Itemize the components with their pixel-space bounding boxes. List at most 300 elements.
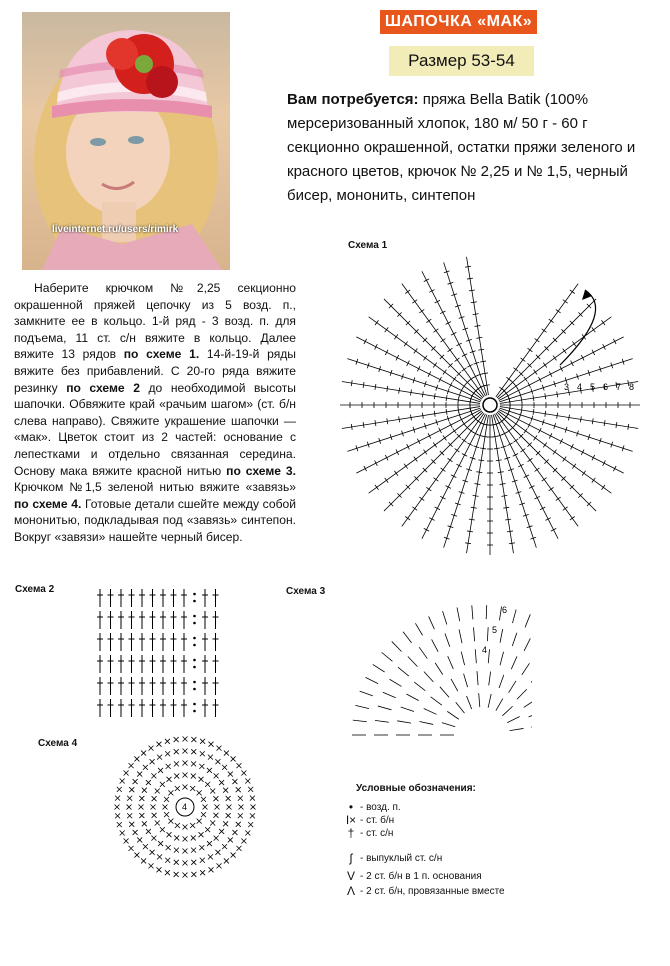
stitch-stem — [475, 649, 476, 663]
stitch-tick — [563, 348, 567, 353]
stitch-tick — [434, 393, 435, 399]
stitch-stem — [486, 605, 487, 619]
stitch-tick — [570, 516, 575, 520]
stitch-tick — [385, 327, 389, 332]
legend-item — [342, 800, 401, 814]
scheme-1-diagram — [330, 250, 650, 560]
stitch-tick — [387, 386, 388, 392]
stitch-tick — [540, 507, 545, 510]
stitch-tick — [428, 433, 431, 438]
stitch-stem — [451, 679, 458, 691]
stitch-tick — [471, 507, 477, 508]
stitch-tick — [462, 454, 467, 457]
stitch-tick — [424, 279, 429, 282]
stitch-stem — [353, 720, 367, 722]
stitch-tick — [603, 344, 606, 349]
legend-text: - 2 ст. б/н в 1 п. основания — [360, 870, 482, 882]
stitch-stem — [524, 700, 532, 708]
row-number: 5 — [492, 625, 498, 635]
stitch-tick — [396, 355, 399, 360]
stitch-tick — [462, 354, 467, 357]
chain-dot — [193, 615, 196, 618]
stitch-tick — [429, 290, 434, 293]
stitch-tick — [549, 487, 554, 491]
stitch-tick — [507, 443, 512, 446]
legend-item — [342, 826, 393, 840]
legend-text: - ст. с/н — [360, 827, 394, 839]
stitch-tick — [535, 468, 540, 472]
stitch-tick — [451, 475, 456, 478]
scheme-2-label: Схема 2 — [15, 584, 55, 595]
stitch-tick — [473, 495, 479, 496]
materials-label: Вам потребуется: — [287, 91, 419, 108]
stitch-tick — [507, 531, 513, 532]
stitch-tick — [453, 428, 457, 433]
stitch-tick — [351, 380, 352, 386]
stitch-tick — [534, 435, 538, 440]
stitch-stem — [435, 663, 443, 675]
stitch-tick — [520, 449, 525, 453]
stitch-tick — [433, 478, 438, 482]
stitch-tick — [467, 364, 472, 367]
stitch-stem — [445, 634, 450, 647]
stitch-tick — [404, 341, 408, 346]
stitch-stem — [390, 679, 402, 686]
stitch-tick — [385, 478, 389, 483]
stitch-tick — [469, 290, 475, 291]
stitch-tick — [528, 348, 533, 352]
stitch-tick — [417, 439, 420, 444]
stitch-tick — [433, 443, 437, 448]
stitch-tick — [407, 444, 410, 449]
stitch-tick — [441, 468, 446, 472]
scheme-3-label: Схема 3 — [286, 586, 326, 597]
legend-symbol: Λ — [346, 884, 355, 898]
stitch-tick — [524, 475, 529, 478]
stitch-stem — [408, 656, 418, 666]
stitch-stem — [524, 638, 530, 651]
stitch-stem — [531, 672, 532, 682]
stitch-stem — [512, 610, 516, 624]
chain-dot — [193, 622, 196, 625]
stitch-tick — [528, 458, 533, 462]
stitch-tick — [411, 390, 412, 396]
stitch-tick — [480, 448, 486, 449]
stitch-stem — [488, 649, 489, 663]
stitch-tick — [443, 370, 447, 375]
stitch-tick — [453, 377, 457, 382]
stitch-tick — [533, 395, 534, 401]
stitch-tick — [449, 382, 452, 387]
stitch-tick — [496, 460, 502, 461]
stitch-tick — [543, 443, 547, 448]
stitch-tick — [462, 439, 467, 443]
stitch-tick — [545, 411, 546, 417]
legend-text: - возд. п. — [360, 801, 401, 813]
stitch-tick — [529, 486, 534, 489]
stitch-tick — [572, 341, 576, 346]
stitch-tick — [545, 393, 546, 399]
stitch-stem — [461, 652, 464, 666]
stitch-tick — [524, 377, 528, 382]
stitch-tick — [351, 424, 352, 430]
stitch-stem — [522, 663, 530, 675]
stitch-tick — [448, 458, 453, 462]
chain-dot — [193, 703, 196, 706]
stitch-stem — [467, 696, 472, 709]
chain-dot — [193, 688, 196, 691]
stitch-tick — [426, 487, 431, 491]
chain-dot — [193, 637, 196, 640]
stitch-tick — [501, 495, 507, 496]
stitch-stem — [442, 723, 455, 727]
chain-dot — [193, 666, 196, 669]
stitch-tick — [528, 422, 531, 427]
stitch-stem — [472, 605, 473, 619]
stitch-tick — [422, 391, 423, 397]
stitch-tick — [433, 363, 437, 368]
stitch-tick — [551, 528, 556, 531]
instructions-part: до необходимой высоты шапочки. Обвяжите край «рачьим шагом» (ст. б/н слева направо). Свяжите украшение шапочки — «мак». Цветок стоит из 2 частей: основание с лепестками и отдельно связанная середина. Основу мака вяжите красной нитью — [14, 380, 296, 478]
stitch-tick — [424, 450, 428, 455]
chain-dot — [193, 593, 196, 596]
stitch-tick — [465, 266, 471, 267]
stitch-stem — [375, 720, 389, 722]
legend-title: Условные обозначения: — [356, 783, 476, 794]
stitch-stem — [489, 672, 491, 686]
stitch-tick — [375, 320, 379, 325]
stitch-stem — [373, 664, 385, 672]
scheme-1-label: Схема 1 — [348, 240, 388, 251]
stitch-stem — [517, 689, 527, 699]
stitch-tick — [451, 332, 456, 335]
stitch-tick — [592, 478, 596, 483]
row-number: 6 — [502, 605, 508, 615]
stitch-tick — [569, 415, 570, 421]
stitch-tick — [434, 411, 435, 417]
stitch-tick — [471, 302, 477, 303]
row-number: 5 — [590, 382, 596, 392]
stitch-tick — [375, 485, 379, 490]
row-number: 4 — [577, 382, 583, 392]
stitch-tick — [446, 409, 447, 415]
stitch-tick — [462, 368, 467, 372]
stitch-tick — [375, 384, 376, 390]
model-photo — [22, 12, 230, 270]
stitch-tick — [476, 337, 482, 338]
stitch-tick — [429, 518, 434, 521]
stitch-tick — [363, 422, 364, 428]
instructions-part: по схеме 1. — [123, 347, 200, 362]
size-badge: Размер 53-54 — [389, 46, 534, 76]
row-number: 3 — [564, 382, 570, 392]
row-number: 4 — [482, 645, 488, 655]
stitch-tick — [563, 300, 568, 304]
stitch-tick — [439, 428, 442, 433]
stitch-tick — [545, 518, 550, 521]
stitch-tick — [455, 358, 460, 362]
stitch-tick — [467, 531, 473, 532]
stitch-tick — [417, 366, 420, 371]
stitch-tick — [601, 320, 605, 325]
stitch-tick — [553, 450, 557, 455]
stitch-tick — [399, 388, 400, 394]
stitch-tick — [404, 464, 408, 469]
stitch-stem — [474, 627, 475, 641]
stitch-stem — [464, 674, 468, 687]
stitch-tick — [435, 300, 440, 303]
stitch-tick — [604, 420, 605, 426]
stitch-tick — [482, 373, 488, 374]
stitch-tick — [603, 460, 606, 465]
stitch-tick — [503, 507, 509, 508]
stitch-tick — [412, 300, 417, 304]
stitch-tick — [534, 370, 538, 375]
stitch-tick — [476, 472, 482, 473]
stitch-tick — [616, 422, 617, 428]
stitch-stem — [499, 675, 504, 688]
stitch-tick — [426, 319, 431, 323]
stitch-tick — [428, 371, 431, 376]
legend-item — [342, 851, 442, 865]
stitch-tick — [505, 519, 511, 520]
stitch-tick — [375, 344, 378, 349]
stitch-tick — [439, 377, 442, 382]
stitch-stem — [419, 721, 433, 724]
stitch-tick — [478, 349, 484, 350]
stitch-stem — [403, 632, 412, 643]
stitch-tick — [449, 422, 452, 427]
stitch-tick — [542, 478, 547, 482]
stitch-stem — [500, 629, 503, 643]
stitch-tick — [478, 460, 484, 461]
stitch-tick — [412, 507, 417, 511]
stitch-tick — [535, 496, 540, 499]
stitch-tick — [535, 339, 540, 343]
stitch-tick — [556, 497, 561, 501]
stitch-stem — [415, 623, 422, 635]
stitch-stem — [424, 709, 437, 715]
materials-text — [287, 88, 647, 208]
stitch-tick — [440, 496, 445, 499]
instructions-part: Наберите крючком №2,25 секционно окрашенной пряжей цепочку из 5 возд. п., замкните ее в кольцо. 1-й ряд - 3 возд. п. для подъема, 11 ст. с/н вяжите в кольцо. Далее вяжите 13 рядов — [14, 281, 296, 362]
stitch-stem — [397, 721, 411, 723]
stitch-tick — [405, 516, 410, 520]
stitch-stem — [448, 656, 454, 669]
stitch-tick — [592, 455, 595, 460]
legend-symbol: † — [347, 826, 355, 840]
stitch-tick — [407, 361, 410, 366]
stitch-stem — [477, 671, 478, 685]
stitch-tick — [385, 455, 388, 460]
stitch-tick — [394, 471, 398, 476]
stitch-tick — [364, 339, 367, 344]
stitch-tick — [440, 311, 445, 314]
center-ring — [483, 398, 497, 412]
stitch-tick — [601, 485, 605, 490]
stitch-stem — [512, 633, 517, 646]
legend-text: - 2 ст. б/н, провязанные вместе — [360, 885, 505, 897]
stitch-tick — [448, 348, 453, 352]
stitch-stem — [365, 677, 378, 683]
stitch-tick — [518, 464, 523, 467]
stitch-stem — [382, 652, 393, 661]
stitch-tick — [456, 343, 461, 346]
stitch-tick — [539, 428, 542, 433]
stitch-tick — [549, 433, 552, 438]
materials-body: пряжа Bella Batik (100% мерсеризованный хлопок, 180 м/ 50 г - 60 г секционно окрашенной, остатки пряжи зеленого и красного цветов, крючок № 2,25 и № 1,5, черный бисер, мононить, синтепон — [287, 91, 636, 204]
stitch-stem — [355, 705, 369, 708]
stitch-tick — [563, 457, 567, 462]
chain-dot — [193, 600, 196, 603]
stitch-tick — [520, 358, 525, 362]
stitch-stem — [487, 627, 488, 641]
stitch-tick — [385, 350, 388, 355]
stitch-tick — [513, 439, 518, 443]
stitch-stem — [531, 725, 532, 727]
stitch-tick — [513, 454, 518, 457]
chain-dot — [193, 644, 196, 647]
stitch-tick — [494, 448, 500, 449]
stitch-stem — [406, 694, 418, 701]
stitch-tick — [394, 334, 398, 339]
stitch-tick — [467, 443, 472, 446]
stitch-stem — [431, 697, 442, 705]
stitch-tick — [509, 543, 515, 544]
stitch-tick — [473, 314, 479, 315]
stitch-stem — [457, 607, 460, 621]
stitch-tick — [399, 416, 400, 422]
stitch-tick — [580, 416, 581, 422]
stitch-stem — [456, 702, 465, 713]
stitch-tick — [557, 413, 558, 419]
stitch-tick — [396, 450, 399, 455]
row-number: 6 — [603, 382, 609, 392]
stitch-tick — [542, 329, 547, 333]
stitch-tick — [570, 290, 575, 294]
stitch-stem — [424, 672, 433, 682]
stitch-tick — [539, 377, 542, 382]
stitch-tick — [469, 519, 475, 520]
stitch-tick — [424, 528, 429, 531]
scheme-4-diagram — [110, 735, 260, 880]
chain-dot — [193, 681, 196, 684]
pattern-title: ШАПОЧКА «МАК» — [380, 10, 537, 34]
stitch-tick — [592, 418, 593, 424]
stitch-tick — [571, 444, 574, 449]
stitch-tick — [364, 466, 367, 471]
chain-dot — [193, 659, 196, 662]
stitch-stem — [432, 639, 439, 651]
stitch-tick — [446, 395, 447, 401]
stitch-stem — [440, 687, 449, 698]
stitch-tick — [560, 366, 563, 371]
stitch-tick — [549, 319, 554, 323]
stitch-tick — [375, 460, 378, 465]
stitch-tick — [455, 449, 460, 453]
stitch-tick — [387, 418, 388, 424]
stitch-stem — [383, 692, 396, 698]
center-number: 4 — [182, 802, 188, 812]
legend-item — [342, 884, 505, 898]
stitch-stem — [443, 611, 447, 624]
stitch-tick — [433, 329, 438, 333]
stitch-tick — [405, 290, 410, 294]
stitch-stem — [459, 629, 462, 643]
stitch-tick — [513, 368, 518, 372]
legend-item — [342, 813, 394, 827]
instructions-part: Готовые детали сшейте между собой мононитью, подкладывая под «завязь» синтепон. Вокруг «завязи» нашейте черный бисер. — [14, 496, 296, 544]
stitch-tick — [435, 507, 440, 510]
stitch-stem — [447, 711, 459, 719]
stitch-tick — [581, 450, 584, 455]
scheme-2-diagram — [95, 584, 240, 719]
stitch-stem — [479, 693, 480, 707]
stitch-tick — [375, 420, 376, 426]
scheme-3-diagram — [342, 595, 532, 770]
stitch-tick — [556, 309, 561, 313]
stitch-tick — [414, 348, 418, 353]
stitch-tick — [411, 415, 412, 421]
stitch-stem — [392, 641, 402, 651]
stitch-stem — [509, 681, 516, 693]
stitch-tick — [419, 497, 424, 501]
stitch-stem — [511, 656, 517, 669]
stitch-stem — [488, 694, 491, 708]
photo-caption: liveinternet.ru/users/rimirk — [52, 224, 179, 235]
stitch-tick — [560, 439, 563, 444]
stitch-tick — [475, 326, 481, 327]
stitch-tick — [553, 356, 557, 361]
legend-text: - выпуклый ст. с/н — [360, 852, 443, 864]
legend-symbol: ʃ — [349, 851, 353, 865]
stitch-tick — [446, 322, 451, 325]
stitch-tick — [528, 382, 531, 387]
stitch-stem — [529, 712, 532, 717]
stitch-stem — [360, 691, 373, 696]
row-number: 7 — [616, 382, 622, 392]
stitch-stem — [525, 614, 530, 627]
stitch-tick — [549, 371, 552, 376]
stitch-tick — [465, 543, 471, 544]
instructions-part: Крючком №1,5 зеленой нитью вяжите «завязь» — [14, 480, 296, 495]
row-number: 8 — [629, 382, 635, 392]
stitch-tick — [443, 435, 447, 440]
stitch-stem — [500, 652, 504, 666]
stitch-stem — [401, 707, 414, 712]
stitch-stem — [496, 699, 503, 711]
stitch-tick — [533, 409, 534, 415]
stitch-tick — [456, 464, 461, 467]
stitch-tick — [572, 464, 576, 469]
stitch-stem — [502, 706, 512, 716]
stitch-tick — [557, 391, 558, 397]
stitch-stem — [429, 616, 435, 629]
stitch-tick — [543, 363, 547, 368]
stitch-tick — [419, 309, 424, 313]
stitch-tick — [613, 466, 616, 471]
stitch-tick — [475, 484, 481, 485]
instructions-part: по схеме 4. — [14, 496, 82, 511]
scheme-4-label: Схема 4 — [38, 738, 78, 749]
stitch-tick — [498, 472, 504, 473]
stitch-tick — [582, 471, 586, 476]
legend-symbol: • — [348, 800, 354, 814]
stitch-tick — [524, 428, 528, 433]
stitch-stem — [507, 717, 520, 723]
chain-dot — [193, 710, 196, 713]
stitch-stem — [419, 647, 427, 658]
